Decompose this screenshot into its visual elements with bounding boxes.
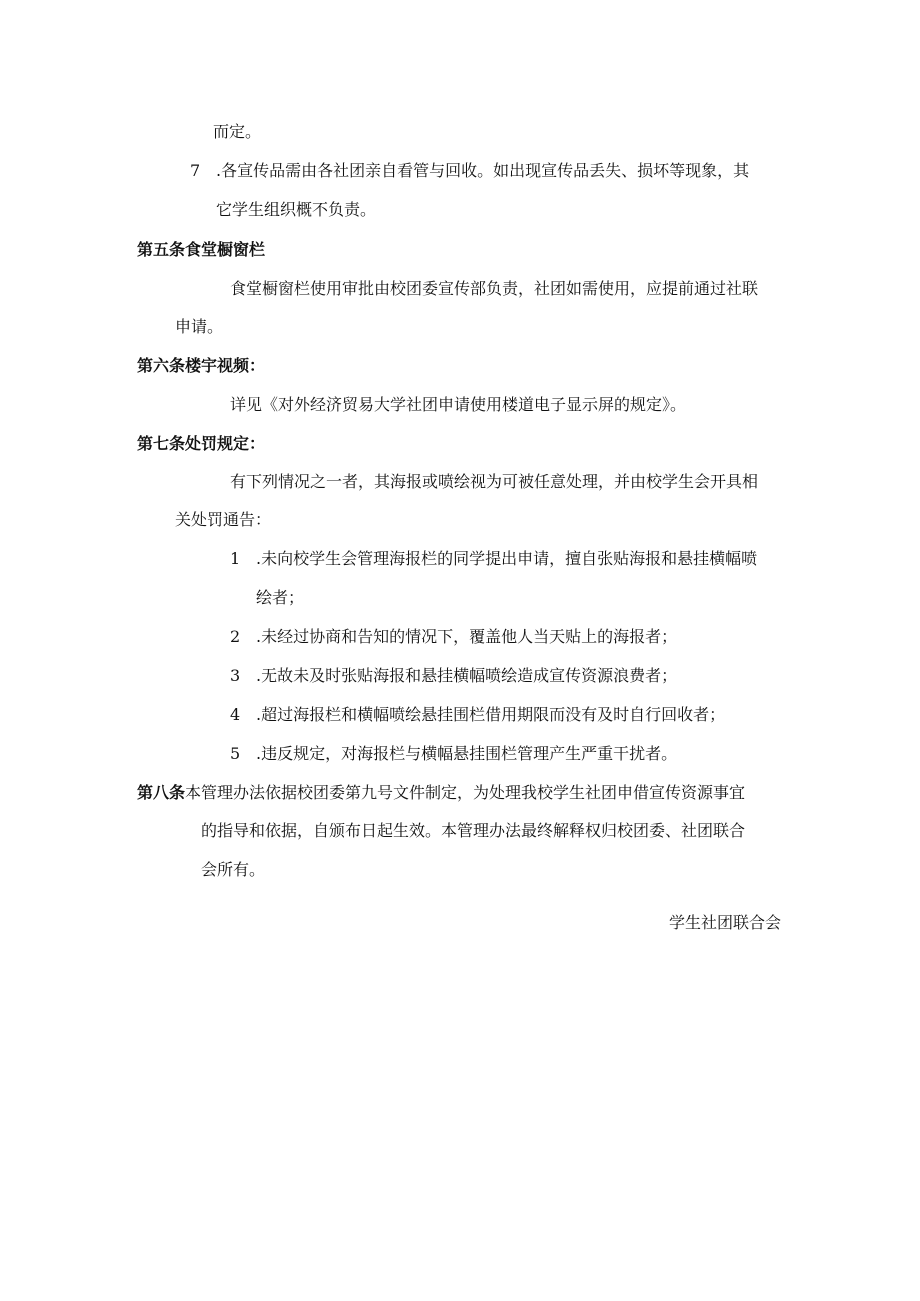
item-text: .未向校学生会管理海报栏的同学提出申请，擅自张贴海报和悬挂横幅喷: [256, 549, 758, 568]
article5-body-line2: 申请。: [175, 317, 224, 336]
article8-heading: 第八条: [137, 783, 186, 802]
article7-item-2: [230, 627, 677, 647]
item-number: 3: [230, 666, 241, 685]
item-text: .无故未及时张贴海报和悬挂横幅喷绘造成宣传资源浪费者；: [256, 666, 678, 685]
item-text: .超过海报栏和横幅喷绘悬挂围栏借用期限而没有及时自行回收者；: [256, 705, 726, 724]
article8-body-line3: 会所有。: [201, 860, 266, 879]
article7-intro-line2: 关处罚通告：: [175, 510, 272, 529]
article7-heading: 第七条处罚规定：: [137, 434, 266, 453]
article7-item-1-line2: 绘者；: [256, 588, 305, 607]
article7-intro-line1: 有下列情况之一者，其海报或喷绘视为可被任意处理，并由校学生会开具相: [230, 472, 759, 491]
article7-item-4: [230, 705, 725, 725]
article5-heading: 第五条食堂橱窗栏: [137, 240, 266, 259]
item7-text: .各宣传品需由各社团亲自看管与回收。如出现宣传品丢失、损坏等现象，其: [216, 161, 750, 180]
article7-item-3: [230, 666, 677, 686]
article8-body-line1: 本管理办法依据校团委第九号文件制定，为处理我校学生社团申借宣传资源事宜: [185, 783, 746, 802]
item-text: .违反规定，对海报栏与横幅悬挂围栏管理产生严重干扰者。: [256, 744, 678, 763]
item-number: 5: [230, 744, 241, 763]
item-number: 4: [230, 705, 241, 724]
article8-body-line2: 的指导和依据，自颁布日起生效。本管理办法最终解释权归校团委、社团联合: [201, 821, 746, 840]
article6-body-line1: 详见《对外经济贸易大学社团申请使用楼道电子显示屏的规定》。: [230, 395, 687, 414]
item-number: 1: [230, 549, 241, 568]
article7-item-5: [230, 744, 677, 764]
item7-line1: [190, 161, 749, 181]
item7-number: 7: [190, 161, 201, 180]
article6-heading: 第六条楼宇视频：: [137, 356, 266, 375]
signature: 学生社团联合会: [669, 913, 782, 932]
item-number: 2: [230, 627, 241, 646]
article7-item-1: [230, 549, 757, 569]
article5-body-line1: 食堂橱窗栏使用审批由校团委宣传部负责，社团如需使用，应提前通过社联: [230, 279, 759, 298]
item7-line2: 它学生组织概不负责。: [216, 200, 377, 219]
item6-continuation: 而定。: [213, 122, 262, 141]
article8-line1: [137, 783, 745, 803]
item-text: .未经过协商和告知的情况下，覆盖他人当天贴上的海报者；: [256, 627, 678, 646]
